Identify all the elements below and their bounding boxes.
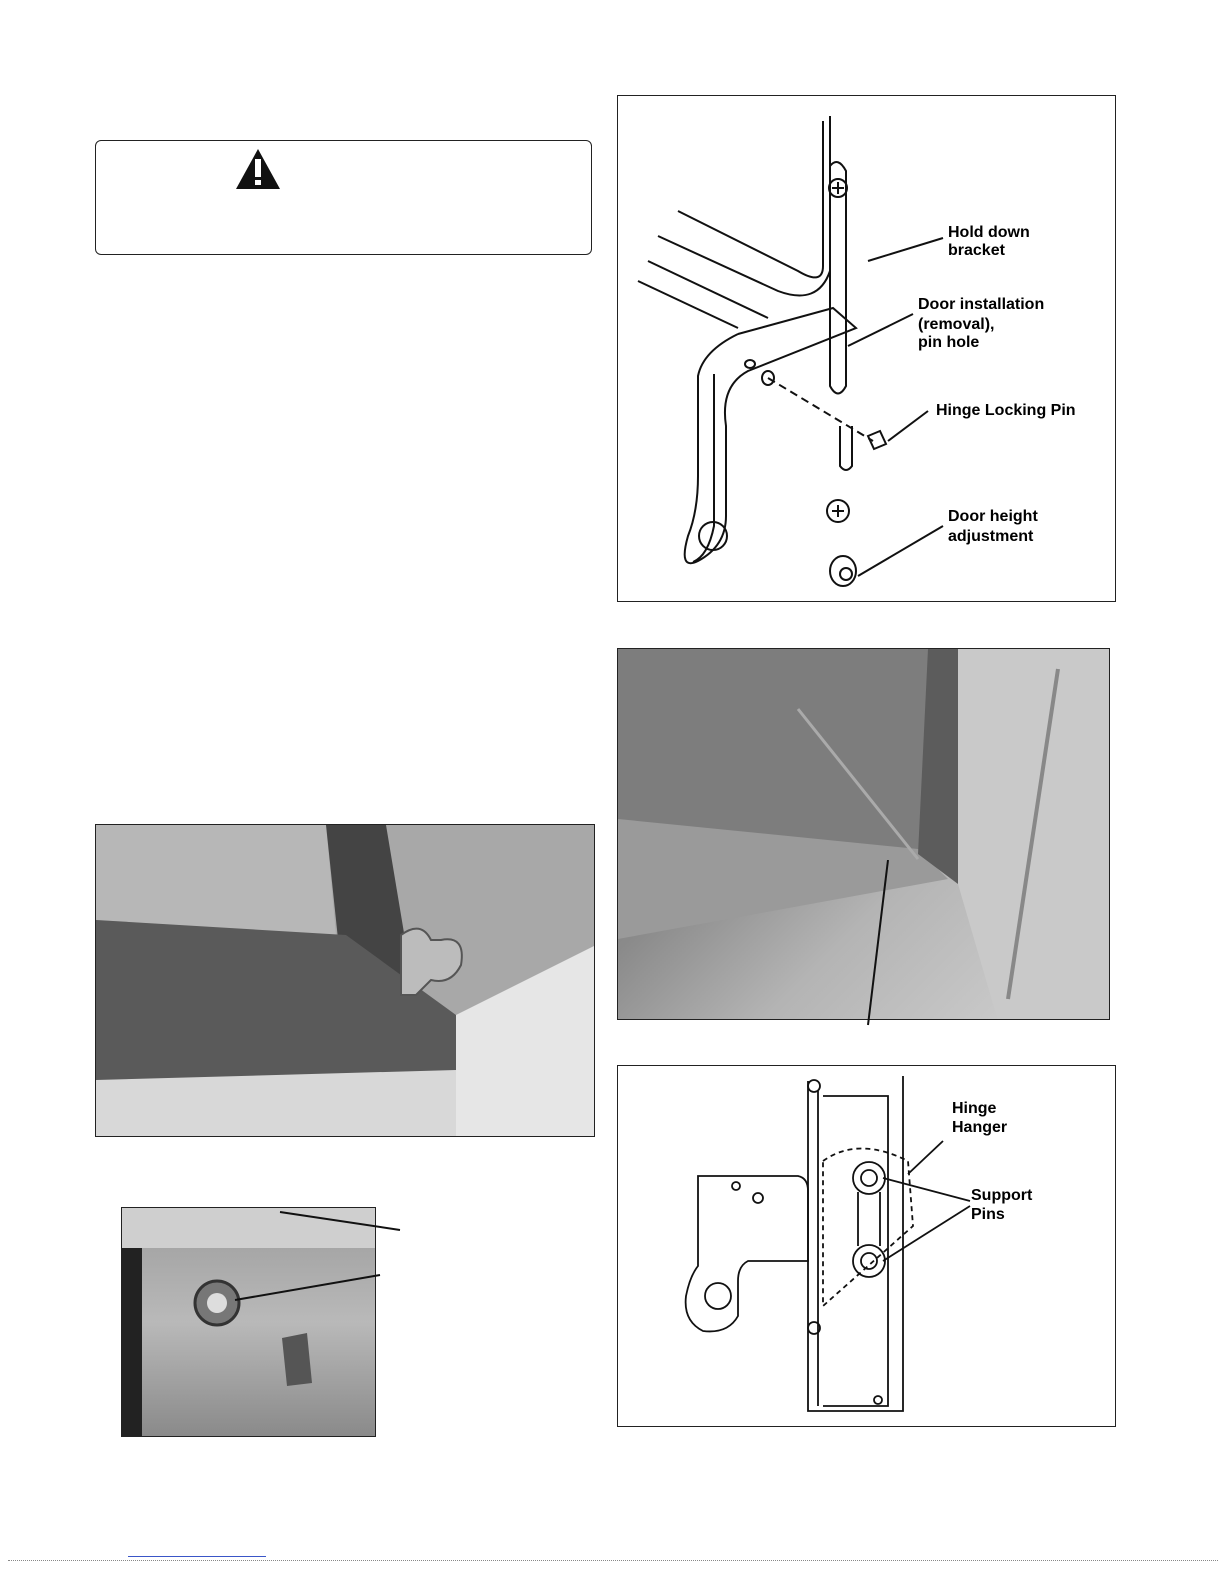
label-hold-down-line2: bracket: [948, 242, 1005, 259]
door-hinge-photo: [95, 824, 595, 1137]
label-door-height-line2: adjustment: [948, 528, 1034, 545]
label-hinge-locking-pin: Hinge Locking Pin: [936, 402, 1076, 419]
warning-box: [95, 140, 592, 255]
label-door-install-line2: (removal),: [918, 316, 995, 333]
warning-triangle-icon: [234, 147, 282, 191]
hinge-drawing: [618, 96, 1116, 602]
hinge-diagram-figure: [617, 95, 1116, 602]
oven-photo-leader-line: [860, 860, 900, 1030]
label-support-pins-line2: Pins: [971, 1206, 1005, 1223]
socket-photo-leader-lines: [230, 1205, 410, 1305]
label-door-install-line3: pin hole: [918, 334, 980, 351]
hinge-hanger-drawing: [618, 1066, 1116, 1427]
label-hold-down-line1: Hold down: [948, 224, 1030, 241]
label-hinge-hanger-line1: Hinge: [952, 1100, 997, 1117]
footer-dotted-rule: [8, 1560, 1218, 1561]
door-hinge-shading: [96, 825, 595, 1137]
label-door-height-line1: Door height: [948, 508, 1038, 525]
hinge-hanger-figure: [617, 1065, 1116, 1427]
footer-link-underline: [128, 1556, 266, 1557]
label-support-pins-line1: Support: [971, 1187, 1033, 1204]
label-hinge-hanger-line2: Hanger: [952, 1119, 1008, 1136]
label-door-install-line1: Door installation: [918, 296, 1045, 313]
